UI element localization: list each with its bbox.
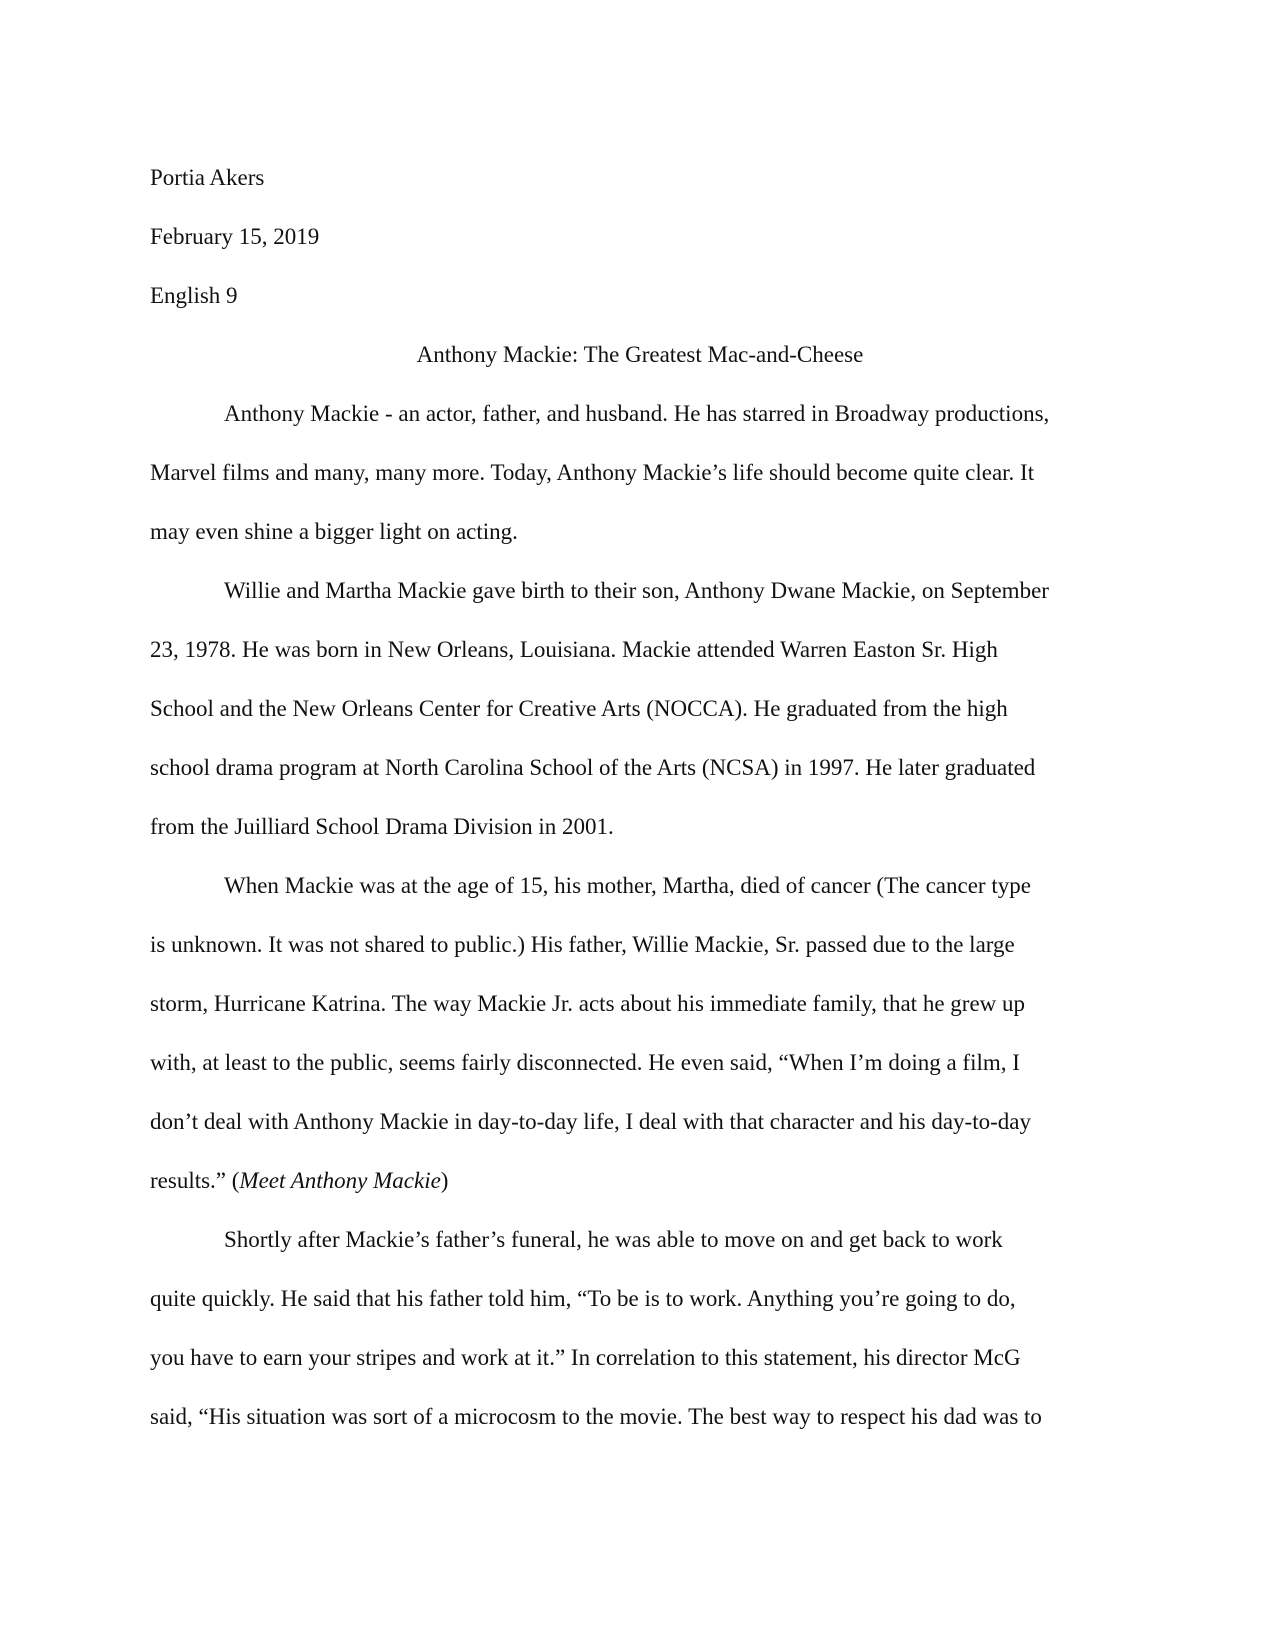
text-line: said, “His situation was sort of a microcosm to the movie. The best way to respect his dad was to bbox=[150, 1404, 1042, 1429]
text-line: from the Juilliard School Drama Division in 2001. bbox=[150, 814, 614, 839]
document-body bbox=[150, 148, 1130, 1446]
text-line: Willie and Martha Mackie gave birth to their son, Anthony Dwane Mackie, on September bbox=[224, 578, 1049, 603]
text-line: is unknown. It was not shared to public.) His father, Willie Mackie, Sr. passed due to the large bbox=[150, 932, 1015, 957]
document-date: February 15, 2019 bbox=[150, 224, 320, 249]
paragraph-work bbox=[150, 1210, 1130, 1446]
text-line: Marvel films and many, many more. Today, Anthony Mackie’s life should become quite clear. It bbox=[150, 460, 1035, 485]
text-line: When Mackie was at the age of 15, his mother, Martha, died of cancer (The cancer type bbox=[224, 873, 1031, 898]
paragraph-family bbox=[150, 856, 1130, 1210]
essay-title: Anthony Mackie: The Greatest Mac-and-Cheese bbox=[416, 342, 864, 367]
text-line: with, at least to the public, seems fairly disconnected. He even said, “When I’m doing a film, I bbox=[150, 1050, 1020, 1075]
author-name: Portia Akers bbox=[150, 165, 265, 190]
text-line: School and the New Orleans Center for Creative Arts (NOCCA). He graduated from the high bbox=[150, 696, 1008, 721]
mla-heading bbox=[150, 148, 1130, 325]
paragraph-intro bbox=[150, 384, 1130, 561]
course-name: English 9 bbox=[150, 283, 238, 308]
paragraph-early-life bbox=[150, 561, 1130, 856]
text-line: Shortly after Mackie’s father’s funeral, he was able to move on and get back to work bbox=[224, 1227, 1003, 1252]
citation-prefix: results.” ( bbox=[150, 1168, 240, 1193]
text-line: Anthony Mackie - an actor, father, and husband. He has starred in Broadway productions, bbox=[224, 401, 1050, 426]
citation-title: Meet Anthony Mackie bbox=[239, 1168, 441, 1193]
citation-suffix: ) bbox=[440, 1168, 449, 1193]
text-line: school drama program at North Carolina School of the Arts (NCSA) in 1997. He later graduated bbox=[150, 755, 1036, 780]
text-line: don’t deal with Anthony Mackie in day-to-day life, I deal with that character and his day-to-day bbox=[150, 1109, 1031, 1134]
text-line: you have to earn your stripes and work at it.” In correlation to this statement, his director McG bbox=[150, 1345, 1021, 1370]
text-line: quite quickly. He said that his father told him, “To be is to work. Anything you’re going to do, bbox=[150, 1286, 1016, 1311]
text-line: 23, 1978. He was born in New Orleans, Louisiana. Mackie attended Warren Easton Sr. High bbox=[150, 637, 998, 662]
citation-line bbox=[150, 1151, 1130, 1210]
text-line: may even shine a bigger light on acting. bbox=[150, 519, 518, 544]
text-line: storm, Hurricane Katrina. The way Mackie Jr. acts about his immediate family, that he grew up bbox=[150, 991, 1026, 1016]
